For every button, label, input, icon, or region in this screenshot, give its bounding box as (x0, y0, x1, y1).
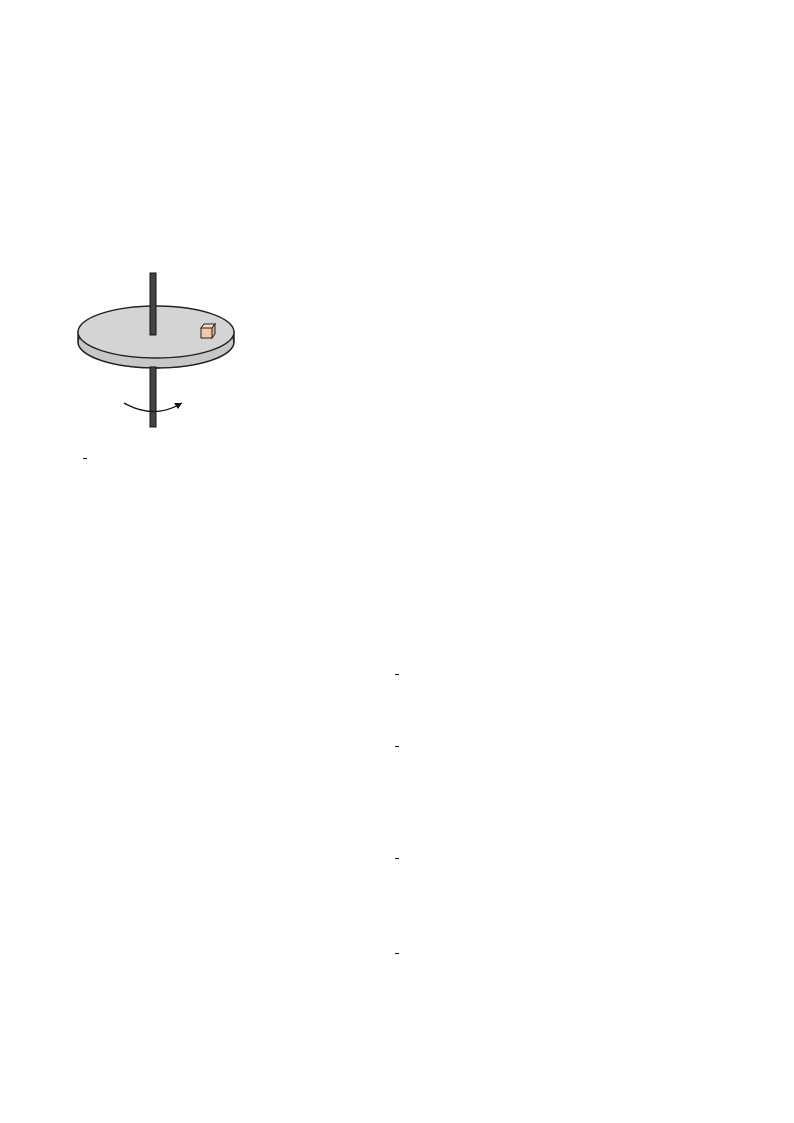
fraction-numerator (395, 858, 399, 859)
shaft-lower (150, 367, 156, 427)
shaft-upper (150, 273, 156, 335)
option-c (72, 513, 81, 533)
option-d (72, 544, 81, 564)
fraction-numerator (83, 458, 87, 459)
equation-period (0, 738, 794, 755)
option-a (72, 440, 89, 476)
fraction-numerator (395, 674, 399, 675)
fraction-numerator (395, 953, 399, 954)
fraction (395, 746, 399, 747)
fraction-numerator (395, 746, 399, 747)
equation-centripetal-1 (0, 850, 794, 867)
equation-omega (0, 666, 794, 683)
equation-centripetal-2 (0, 944, 794, 963)
fraction (395, 953, 399, 954)
small-block (201, 324, 215, 338)
fraction (83, 458, 87, 459)
fraction (395, 674, 399, 675)
rotating-disk-figure (72, 270, 242, 435)
option-b (72, 482, 81, 502)
fraction (395, 858, 399, 859)
